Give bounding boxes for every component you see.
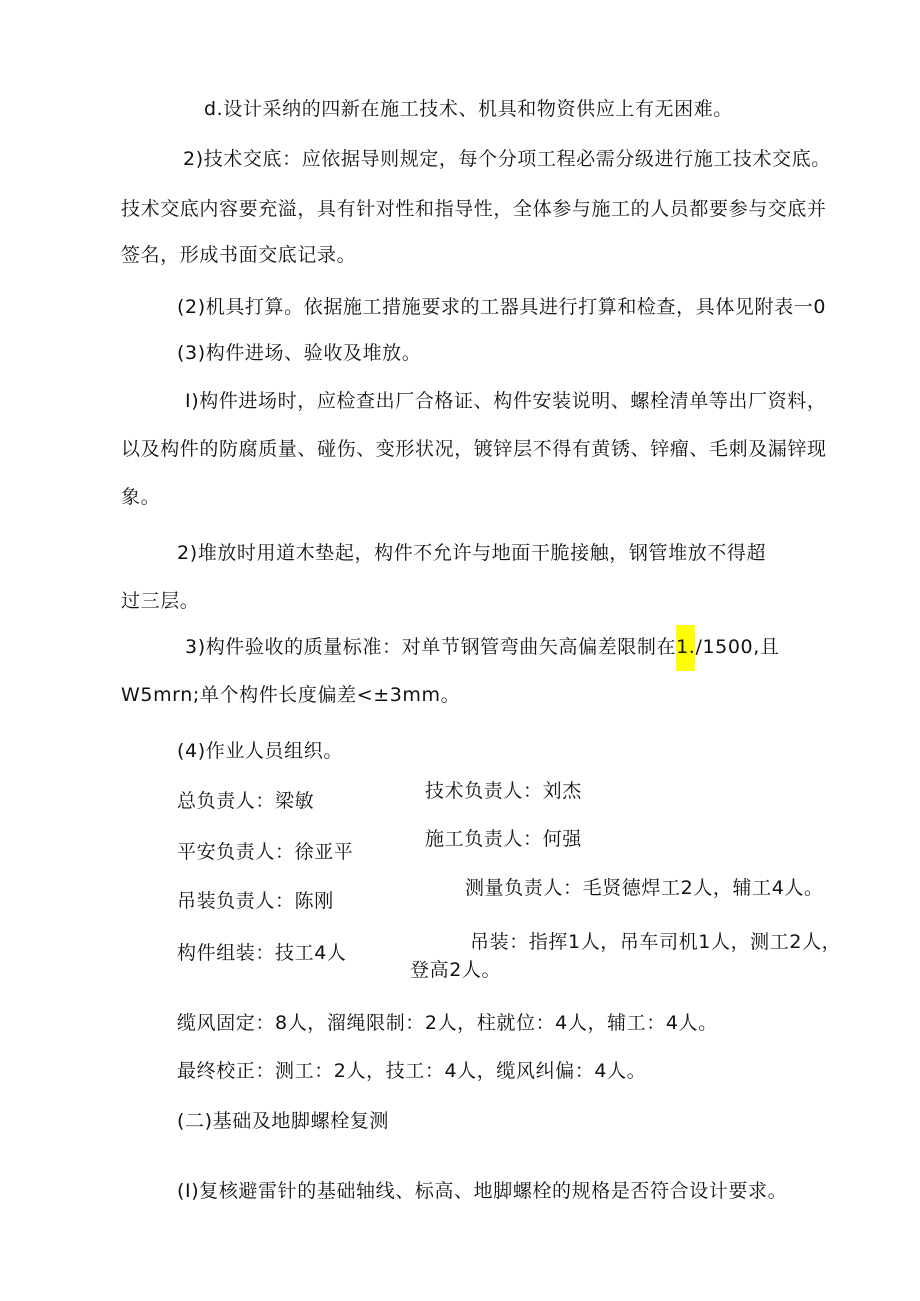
para-line-13: W5mrn;单个构件长度偏差<±3mm。 [121, 684, 461, 706]
para-line-11: 过三层。 [121, 590, 200, 612]
staff-hoisting-lead: 吊装负责人：陈刚 [177, 890, 334, 912]
staff-survey-lead: 测量负责人：毛贤德焊工2人，辅工4人。 [465, 877, 824, 899]
para-line-12 [185, 635, 779, 659]
para-line-9: 象。 [121, 486, 161, 508]
para-line-guy-wire: 缆风固定：8人，溜绳限制：2人，柱就位：4人，辅工：4人。 [177, 1012, 718, 1034]
para-line-7: I)构件进场时，应检查出厂合格证、构件安装说明、螺栓清单等出厂资料， [185, 390, 827, 412]
section-heading-foundation: (二)基础及地脚螺栓复测 [177, 1110, 390, 1132]
para-line-8: 以及构件的防腐质量、碰伤、变形状况，镀锌层不得有黄锈、锌瘤、毛刺及漏锌现 [121, 438, 827, 460]
staff-tech-lead: 技术负责人：刘杰 [425, 780, 582, 802]
para-line-5: (2)机具打算。依据施工措施要求的工器具进行打算和检查，具体见附表一0 [177, 296, 827, 318]
staff-hoisting-crew: 吊装：指挥1人，吊车司机1人，测工2人， [470, 931, 842, 953]
para-line-4: 签名，形成书面交底记录。 [121, 244, 357, 266]
para-line-14: (4)作业人员组织。 [177, 740, 343, 762]
para-line-2: 2)技术交底：应依据导则规定，每个分项工程必需分级进行施工技术交底。 [183, 148, 831, 170]
para-line-1: d.设计采纳的四新在施工技术、机具和物资供应上有无困难。 [204, 98, 733, 120]
para-line-12-text: 3)构件验收的质量标准：对单节钢管弯曲矢高偏差限制在 [185, 636, 677, 658]
para-line-foundation-check: (I)复核避雷针的基础轴线、标高、地脚螺栓的规格是否符合设计要求。 [177, 1180, 788, 1202]
staff-safety-lead: 平安负责人：徐亚平 [177, 841, 354, 863]
staff-construction-lead: 施工负责人：何强 [425, 828, 582, 850]
para-line-10: 2)堆放时用道木垫起，构件不允许与地面干脆接触，钢管堆放不得超 [177, 542, 767, 564]
staff-hoisting-crew-cont: 登高2人。 [410, 959, 502, 981]
para-line-6: (3)构件进场、验收及堆放。 [177, 342, 422, 364]
staff-assembly-clipped: 构件组装：技工4人 [177, 942, 347, 964]
staff-total-lead: 总负责人：梁敏 [177, 790, 315, 812]
para-line-3: 技术交底内容要充溢，具有针对性和指导性，全体参与施工的人员都要参与交底并 [121, 198, 827, 220]
highlighted-text: 1. [676, 625, 695, 671]
para-line-12-tail: /1500,且 [695, 636, 780, 658]
para-line-final-correction: 最终校正：测工：2人，技工：4人，缆风纠偏：4人。 [177, 1060, 647, 1082]
